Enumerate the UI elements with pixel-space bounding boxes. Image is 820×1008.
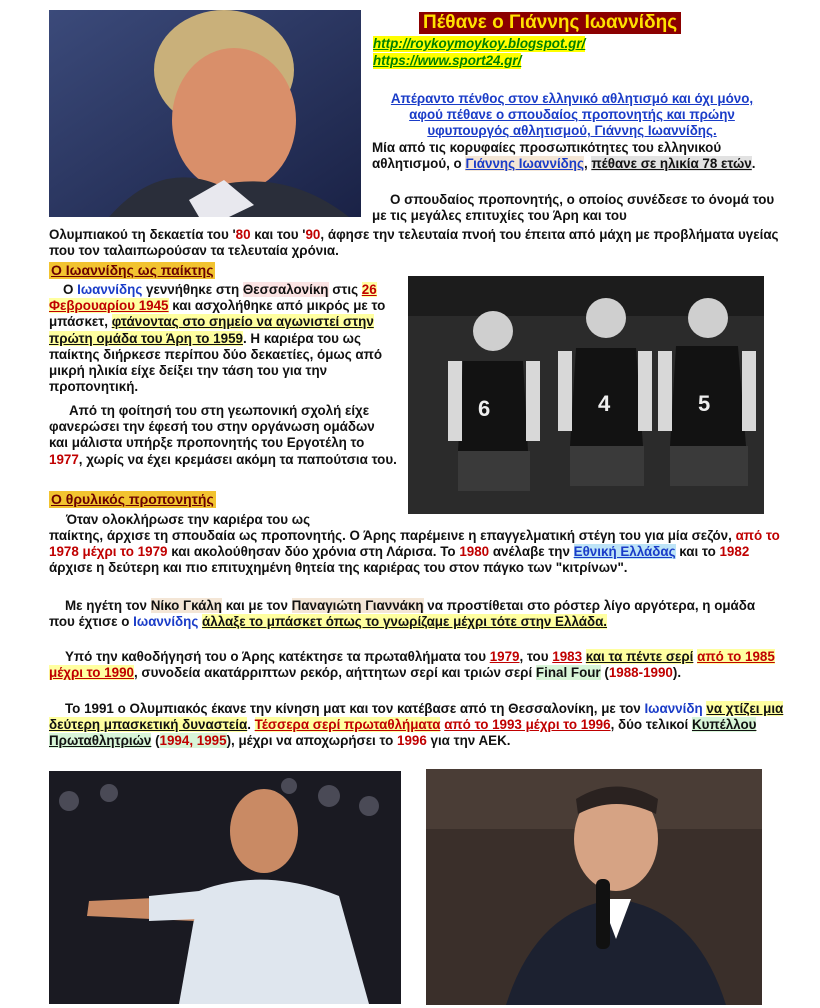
svg-text:5: 5 (698, 391, 711, 416)
death-age: πέθανε σε ηλικία 78 ετών (591, 156, 752, 172)
coach-paragraph-1-first: Όταν ολοκλήρωσε την καριέρα του ως (66, 512, 311, 527)
coach-paragraph-1: παίκτης, άρχισε τη σπουδαία ως προπονητής. Ο Άρης παρέμεινε η επαγγελματική στέγη του για μία σεζόν, από το 1978 μέχρι το 1979 και ακολούθησαν δύο χρόνια στη Λάρισα. Το 1980 ανέλαβε την Εθνική Ελλάδας και το 1982 άρχισε η δεύτερη και πιο επιτυχημένη θητεία της καριέρας του στον πάγκο των "κιτρίνων". (49, 528, 780, 576)
section-heading-coach: Ο θρυλικός προπονητής (51, 491, 214, 507)
coach-name: Γιάννης Ιωαννίδης (465, 156, 584, 172)
coach-paragraph-4: Το 1991 ο Ολυμπιακός έκανε την κίνηση ματ και τον κατέβασε από τη Θεσσαλονίκη, με τον Ιωαννίδη να χτίζει μια δεύτερη μπασκετική δυναστεία. Τέσσερα σερί πρωταθλήματα από το 1993 μέχρι το 1996, δύο τελικοί Κυπέλλου Πρωταθλητριών (1994, 1995), μέχρι να αποχωρήσει το 1996 για την ΑΕΚ. (49, 701, 784, 749)
intro-lead: Απέραντο πένθος στον ελληνικό αθλητισμό και όχι μόνο, αφού πέθανε ο σπουδαίος προπονητής και πρώην υφυπουργός αθλητισμού, Γιάννης Ιωαννίδης. (390, 91, 754, 139)
page-title: Πέθανε ο Γιάννης Ιωαννίδης (419, 12, 681, 34)
intro-paragraph-2-a: Ο σπουδαίος προπονητής, ο οποίος συνέδεσε το όνομά του με τις μεγάλες επιτυχίες του Άρη και του (372, 192, 775, 224)
intro-paragraph-2-b: Ολυμπιακού τη δεκαετία του '80 και του '90, άφησε την τελευταία πνοή του έπειτα από μάχη με προβλήματα υγείας που τον ταλαιπωρούσαν τα τελευταία χρόνια. (49, 227, 779, 259)
player-paragraph-2: Από τη φοίτησή του στη γεωπονική σχολή είχε φανερώσει την έφεσή του στην οργάνωση ομάδων και μάλιστα υπήρξε προπονητής του Εργοτέλη το 1977, χωρίς να έχει κρεμάσει ακόμη τα παπούτσια του. (49, 403, 397, 467)
coach-courtside-photo (49, 771, 401, 1004)
speech-photo (426, 769, 762, 1005)
sport24-link[interactable]: https://www.sport24.gr/ (373, 53, 522, 68)
player-paragraph-1: Ο Ιωαννίδης γεννήθηκε στη Θεσσαλονίκη στις 26 Φεβρουαρίου 1945 και ασχολήθηκε από μικρός με το μπάσκετ, φτάνοντας στο σημείο να αγωνιστεί στην πρώτη ομάδα του Άρη το 1959. Η καριέρα του ως παίκτης διήρκεσε περίπου δύο δεκαετίες, όμως από μικρή ηλικία είχε δείξει την τάση του για την προπονητική. (49, 282, 386, 395)
team-photo (408, 276, 764, 514)
coach-paragraph-2: Με ηγέτη τον Νίκο Γκάλη και με τον Παναγιώτη Γιαννάκη να προστίθεται στο ρόστερ λίγο αργότερα, η ομάδα που έχτισε ο Ιωαννίδης άλλαξε το μπάσκετ όπως το γνωρίζαμε μέχρι τότε στην Ελλάδα. (49, 598, 756, 630)
portrait-photo (49, 10, 361, 217)
svg-text:6: 6 (478, 396, 491, 421)
blog-link[interactable]: http://roykoymoykoy.blogspot.gr/ (373, 36, 586, 51)
svg-text:4: 4 (598, 391, 611, 416)
coach-paragraph-3: Υπό την καθοδήγησή του ο Άρης κατέκτησε τα πρωταθλήματα του 1979, του 1983 και τα πέντε σερί από το 1985 μέχρι το 1990, συνοδεία ακατάρριπτων ρεκόρ, αήττητων σερί και τριών σερί Final Four (1988-1990). (49, 649, 775, 681)
section-heading-player: Ο Ιωαννίδης ως παίκτης (51, 262, 214, 278)
intro-paragraph-1: Μία από τις κορυφαίες προσωπικότητες του ελληνικού αθλητισμού, ο Γιάννης Ιωαννίδης, πέθανε σε ηλικία 78 ετών. (372, 140, 756, 172)
